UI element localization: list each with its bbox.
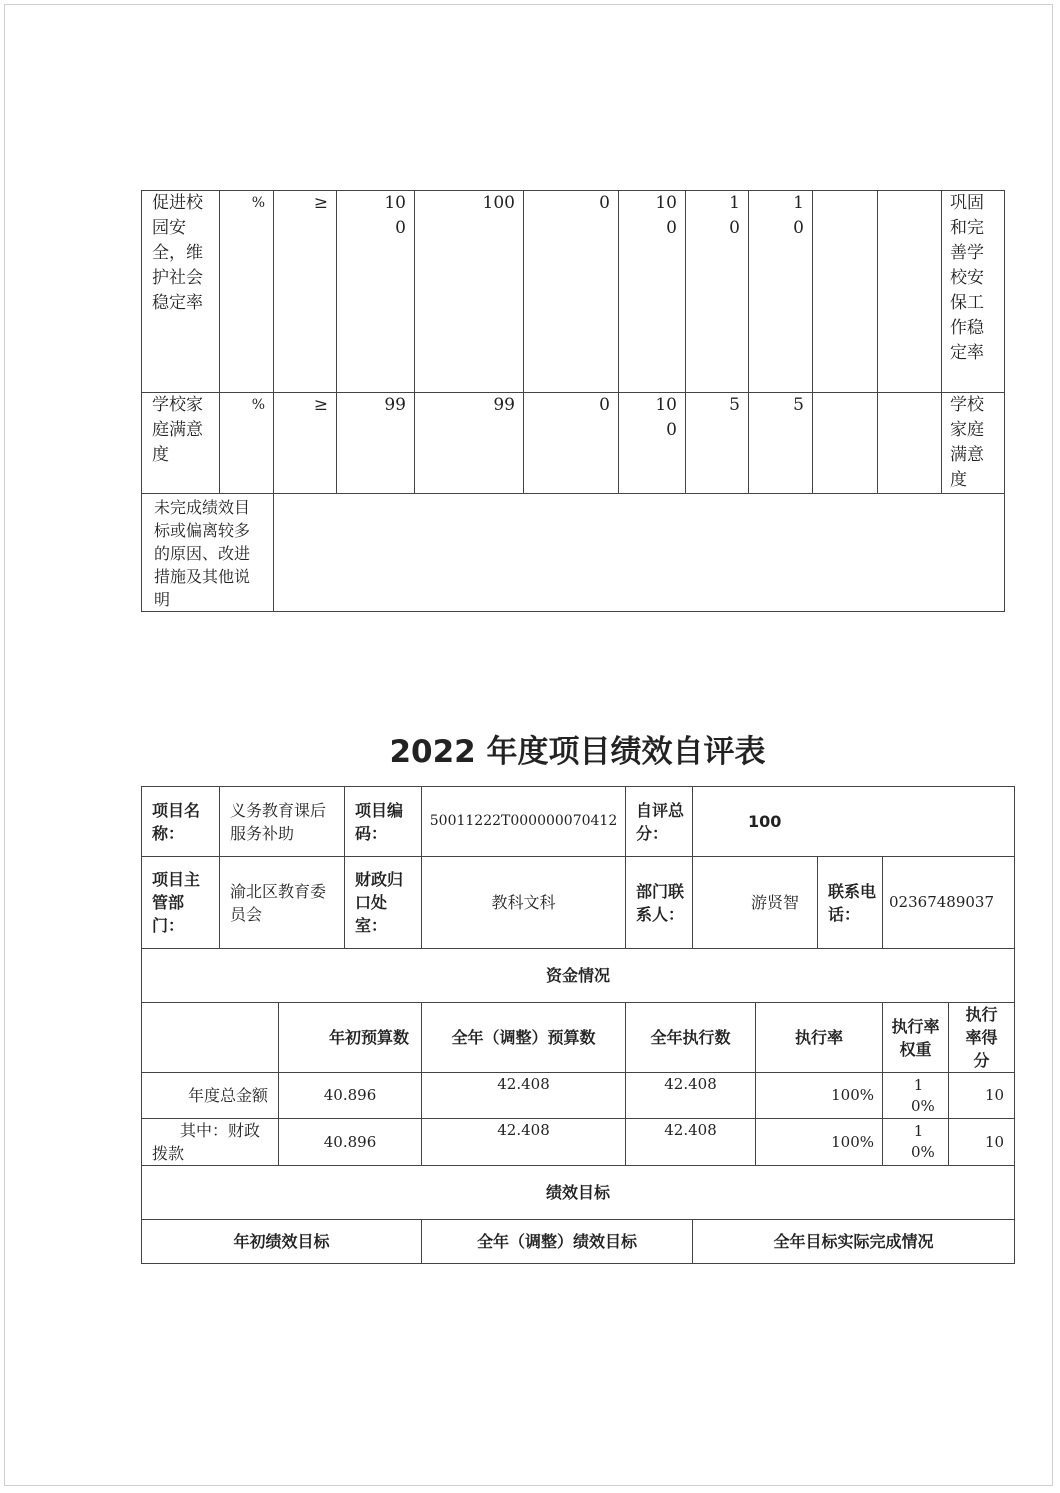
empty-cell <box>813 191 878 393</box>
funds-initial-cell: 40.896 <box>279 1073 422 1119</box>
table-row <box>142 1119 1015 1166</box>
finance-label: 财政归口处室： <box>345 857 422 949</box>
table-row <box>142 1166 1015 1220</box>
project-code-label: 项目编码： <box>345 787 422 857</box>
completion-cell: 100 <box>619 191 686 393</box>
explanation-value <box>274 494 1005 612</box>
score-cell: 5 <box>749 393 813 494</box>
initial-target-cell: 99 <box>337 393 415 494</box>
performance-section-header: 绩效目标 <box>142 1166 1015 1220</box>
project-name-value: 义务教育课后服务补助 <box>220 787 345 857</box>
funds-header-adjusted: 全年（调整）预算数 <box>422 1003 626 1073</box>
phone-value: 02367489037 <box>883 857 1015 949</box>
funds-executed-cell: 42.408 <box>626 1073 756 1119</box>
project-name-label: 项目名称： <box>142 787 220 857</box>
funds-row-label: 年度总金额 <box>142 1073 279 1119</box>
funds-initial-cell: 40.896 <box>279 1119 422 1166</box>
funds-header-blank <box>142 1003 279 1073</box>
note-cell: 巩固和完善学校安保工作稳定率 <box>942 191 1005 393</box>
table-row <box>142 494 1005 612</box>
funds-header-score: 执行率得分 <box>949 1003 1015 1073</box>
funds-weight-cell: 10% <box>883 1073 949 1119</box>
funds-score-cell: 10 <box>949 1073 1015 1119</box>
empty-cell <box>813 393 878 494</box>
funds-rate-cell: 100% <box>756 1119 883 1166</box>
empty-cell <box>878 393 942 494</box>
dept-label: 项目主管部门： <box>142 857 220 949</box>
table-row <box>142 857 1015 949</box>
funds-header-weight: 执行率权重 <box>883 1003 949 1073</box>
score-cell: 10 <box>749 191 813 393</box>
unit-cell: % <box>220 393 274 494</box>
table-row <box>142 787 1015 857</box>
table-row <box>142 949 1015 1003</box>
self-score-value: 100 <box>693 787 1015 857</box>
evaluation-table <box>141 786 1015 1264</box>
funds-row-label: 其中：财政拨款 <box>142 1119 279 1166</box>
deviation-cell: 0 <box>524 393 619 494</box>
contact-label: 部门联系人： <box>626 857 693 949</box>
performance-header-actual: 全年目标实际完成情况 <box>693 1220 1015 1264</box>
funds-header-initial: 年初预算数 <box>279 1003 422 1073</box>
performance-header-initial: 年初绩效目标 <box>142 1220 422 1264</box>
funds-adjusted-cell: 42.408 <box>422 1119 626 1166</box>
funds-rate-cell: 100% <box>756 1073 883 1119</box>
finance-value: 教科文科 <box>422 857 626 949</box>
phone-label: 联系电话： <box>818 857 883 949</box>
funds-weight-cell: 10% <box>883 1119 949 1166</box>
page-title: 2022 年度项目绩效自评表 <box>389 734 766 770</box>
table-row <box>142 191 1005 393</box>
weight-cell: 5 <box>686 393 749 494</box>
funds-score-cell: 10 <box>949 1119 1015 1166</box>
table-row <box>142 1220 1015 1264</box>
note-cell: 学校家庭满意度 <box>942 393 1005 494</box>
indicator-table <box>141 190 1005 612</box>
deviation-cell: 0 <box>524 191 619 393</box>
operator-cell: ≥ <box>274 191 337 393</box>
self-score-label: 自评总分： <box>626 787 693 857</box>
table-row <box>142 1073 1015 1119</box>
contact-value: 游贤智 <box>693 857 818 949</box>
completion-cell: 100 <box>619 393 686 494</box>
adjusted-target-cell: 99 <box>415 393 524 494</box>
funds-header-rate: 执行率 <box>756 1003 883 1073</box>
empty-cell <box>878 191 942 393</box>
unit-cell: % <box>220 191 274 393</box>
initial-target-cell: 100 <box>337 191 415 393</box>
project-code-value: 50011222T000000070412 <box>422 787 626 857</box>
funds-section-header: 资金情况 <box>142 949 1015 1003</box>
funds-executed-cell: 42.408 <box>626 1119 756 1166</box>
weight-cell: 10 <box>686 191 749 393</box>
table-row <box>142 393 1005 494</box>
indicator-name: 学校家庭满意度 <box>142 393 220 494</box>
operator-cell: ≥ <box>274 393 337 494</box>
dept-value: 渝北区教育委员会 <box>220 857 345 949</box>
adjusted-target-cell: 100 <box>415 191 524 393</box>
funds-adjusted-cell: 42.408 <box>422 1073 626 1119</box>
funds-header-executed: 全年执行数 <box>626 1003 756 1073</box>
indicator-name: 促进校园安全，维护社会稳定率 <box>142 191 220 393</box>
table-row <box>142 1003 1015 1073</box>
explanation-label: 未完成绩效目标或偏离较多的原因、改进措施及其他说明 <box>142 494 274 612</box>
performance-header-adjusted: 全年（调整）绩效目标 <box>422 1220 693 1264</box>
